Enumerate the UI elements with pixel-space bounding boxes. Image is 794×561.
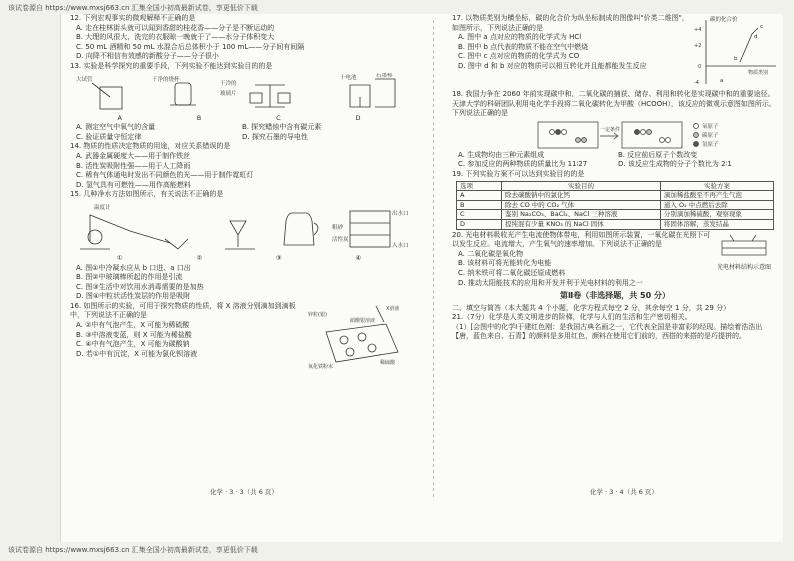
q18-legend-carbon: 碳原子 <box>702 132 719 139</box>
q17-text <box>452 14 692 90</box>
q13-stem: 13. 实验是科学探究的重要手段，下列实验不能达到实验目的的是 <box>70 61 273 70</box>
q15-fig-1: ① <box>116 253 123 262</box>
table-cell: 通入 O₂ 中点燃后去除 <box>660 200 773 210</box>
q16-option-b: B. ③中溶液变蓝，则 X 可能为稀盐酸 <box>76 330 192 339</box>
left-footer: 化学 · 3 · 3（共 6 页） <box>210 488 278 496</box>
q16-text <box>70 302 306 372</box>
q15-fig-2: ② <box>196 253 203 262</box>
watermark-top: 该试卷源自 https://www.mxsj663.cn 汇集全国小初高最新试卷，享更低价下载 <box>8 4 258 12</box>
q16-label-silver-nitrate: 硝酸银溶液 <box>350 317 376 324</box>
q13-label-cold: 干冷的 <box>220 80 237 87</box>
table-cell: 滴加稀盐酸至不再产生气泡 <box>660 191 773 201</box>
q16-block <box>70 302 408 372</box>
q17-option-d: D. 图中 d 和 b 对应的物质可以相互转化并且能都能发生反应 <box>458 61 647 70</box>
q20-option-c: C. 纳米铁可将二氧化碳还原成燃料 <box>458 268 566 277</box>
q12-option-d: D. 向降不相信有效感的新酸分子——分子很小 <box>76 52 219 61</box>
q13-option-a: A. 测定空气中氧气的含量 <box>76 123 156 132</box>
right-page <box>452 14 778 342</box>
q13-figure-labels <box>70 114 408 124</box>
q17-stem: 17. 以物质类别为横坐标，碳的化合价为纵坐标制成的图像叫"价类二维图"，如图所示，下列说法正确的是 <box>452 14 689 32</box>
q13-fig-a: A <box>117 113 122 122</box>
q13-figure <box>70 73 408 113</box>
q15-label-thermometer: 温度计 <box>94 204 111 211</box>
table-cell: 将固体溶解，蒸发结晶 <box>660 219 773 229</box>
q12-option-b: B. 大理的风很大，洗完的衣服晾一晚就干了——水分子体积变大 <box>76 33 275 42</box>
q12-option-a: A. 走在桂林街头就可以闻到香甜的桂花香——分子是不断运动的 <box>76 23 275 32</box>
q13-options-row2 <box>70 133 408 143</box>
table-cell: A <box>457 191 502 201</box>
q13-label-battery: 十电池 <box>340 74 357 81</box>
table-header-method: 实验方案 <box>660 181 773 191</box>
q16-option-d: D. 若①中有沉淀，X 可能为氯化钡溶液 <box>76 349 198 358</box>
table-cell: 分别滴加稀硫酸，观察现象 <box>660 210 773 220</box>
q17-tick-minus4: -4 <box>694 80 699 86</box>
q15-apparatus-drawing <box>70 201 408 253</box>
q18-option-b: B. 反应前后原子个数改变 <box>618 150 698 159</box>
q17-tick-plus4: +4 <box>694 27 702 33</box>
q21-stem: 21.（7分）化学是人类文明进步的阶梯，化学与人们的生活和生产密切相关。 <box>452 313 692 322</box>
q18-option-a: A. 生成物均由三种元素组成 <box>458 150 545 159</box>
q17-block <box>452 14 778 90</box>
table-cell: C <box>457 210 502 220</box>
right-footer: 化学 · 3 · 4（共 6 页） <box>590 488 658 496</box>
q18-option-d: D. 该反应生成物的分子个数比为 2∶1 <box>618 160 732 169</box>
q16-label-iron-oxide: 氧化铁粉末 <box>308 363 334 370</box>
q13-fig-b: B <box>196 113 202 122</box>
q18-stem: 18. 我国力争在 2060 年前实现碳中和，二氧化碳的捕获、储存、利用和转化是实现碳中和的重要途径。天津大学的科研团队利用电化学手段将二氧化碳转化为甲酸（HCOOH），该反应的微观示意图如图所示。下列说法正确的是 <box>452 90 776 118</box>
part-2-heading: 二、填空与简答（本大题共 4 个小题，化学方程式每空 2 分，其余每空 1 分，共 29 分） <box>452 303 731 312</box>
q14-option-c: C. 稀有气体通电时发出不同颜色的光——用于制作霓虹灯 <box>76 171 254 180</box>
q16-label-zinc: 锌粒(银) <box>308 311 327 318</box>
q20-photo-material-drawing <box>716 231 772 261</box>
table-header-row <box>457 181 774 191</box>
q15-figure-labels <box>70 254 408 264</box>
q13-label-beaker: 干净的烧杯 <box>152 76 180 83</box>
q18-option-c: C. 参加反应的两种物质的质量比为 11∶27 <box>458 160 588 169</box>
q16-option-a: A. ②中有气泡产生，X 可能为稀硫酸 <box>76 321 190 330</box>
q20-stem: 20. 光电材料吸收光产生电流使物体带电，利用如图所示装置，一氧化碳在光照下可以发生反应。电流增大，产生氧气的速率增加。下列说法不正确的是 <box>452 230 711 249</box>
q17-option-a: A. 图中 a 点对应的物质的化学式为 HCl <box>458 33 582 42</box>
q13-options-row1 <box>70 123 408 133</box>
table-row <box>457 191 774 201</box>
q13-option-d: D. 探究石墨的导电性 <box>242 132 308 141</box>
q15-label-inlet: 入水口 <box>392 242 408 249</box>
q15-figure <box>70 201 408 253</box>
q15-option-d: D. 图④中粒状活性炭层的作用是吸附 <box>76 292 191 301</box>
left-page <box>70 14 408 372</box>
q16-label-sulfuric: 稀硫酸 <box>380 359 396 366</box>
q18-arrow-label: 一定条件 <box>600 126 621 133</box>
q13-label-glass: 玻璃片 <box>220 90 237 97</box>
q13-option-b: B. 探究蜡烛中含有碳元素 <box>242 123 322 132</box>
table-cell: 提纯混有少量 KNO₃ 的 NaCl 固体 <box>502 219 661 229</box>
q16-stem: 16. 如图所示的实验，可用于探究物质的性质，将 X 溶液分别滴加到滴板中，下列说法不正确的是 <box>70 301 296 320</box>
q16-option-c: C. ④中有气泡产生，X 可能为碳酸钠 <box>76 340 190 349</box>
q15-option-a: A. 图①中冷凝水应从 b 口进、a 口出 <box>76 263 191 272</box>
table-cell: 除去碳酸钠中的氯化钙 <box>502 191 661 201</box>
table-cell: B <box>457 200 502 210</box>
q14-option-a: A. 武器金属硬度大——用于制作铁丝 <box>76 151 191 160</box>
table-header-option: 选项 <box>457 181 502 191</box>
q16-spot-plate-drawing <box>306 302 406 372</box>
q20-figure-caption: 光电材料结构示意图 <box>716 264 771 272</box>
q15-label-sand: 粗砂 <box>332 224 344 231</box>
q15-option-b: B. 图②中玻璃棒所起的作用是引流 <box>76 273 183 282</box>
q13-fig-c: C <box>276 113 281 122</box>
q16-label-x: X溶液 <box>386 305 400 312</box>
q17-option-c: C. 图中 c 点对应的物质的化学式为 CO <box>458 52 580 61</box>
q13-apparatus-drawing <box>70 73 408 113</box>
q17-point-d: d <box>754 34 758 40</box>
q17-valence-chart <box>692 14 778 90</box>
q19-stem: 19. 下列实验方案不可以达到实验目的的是 <box>452 169 585 178</box>
q13-option-c: C. 验证质量守恒定律 <box>76 132 142 141</box>
section-2-title: 第Ⅱ卷（非选择题，共 50 分） <box>560 291 670 301</box>
table-row <box>457 200 774 210</box>
q21-sub1: （1）[会图中的化学Ⅰ于建红色刚：是我国古典名画之一，它代表全国是非富彩的经现。描绘着浩浩出【唐，蓝色来自、石青】的颜料是多用红色，颜料在使用它们前的，西搭的来搭的是巧提拼的。 <box>452 322 763 341</box>
q17-tick-zero: 0 <box>698 64 702 70</box>
q13-fig-d: D <box>355 113 361 122</box>
table-cell: 除去 CO 中的 CO₂ 气体 <box>502 200 661 210</box>
q15-label-carbon: 活性炭 <box>332 236 349 243</box>
table-row <box>457 219 774 229</box>
q14-option-b: B. 活性炭吸附性强——用于人工降雨 <box>76 161 191 170</box>
q18-legend-hydrogen: 氢原子 <box>702 141 719 148</box>
table-row <box>457 210 774 220</box>
q18-options-row1 <box>452 151 778 161</box>
q18-legend-oxygen: 氧原子 <box>702 123 719 130</box>
q13-label-big-tube: 大试管 <box>76 76 93 83</box>
q19-table <box>456 181 774 230</box>
q17-chart-xlabel: 物质类别 <box>748 70 769 76</box>
q14-option-d: D. 氢气具有可燃性——用作高能燃料 <box>76 180 191 189</box>
watermark-bottom: 该试卷源自 https://www.mxsj663.cn 汇集全国小初高最新试卷，享更低价下载 <box>8 546 258 554</box>
q17-tick-plus2: +2 <box>694 43 702 49</box>
q15-option-c: C. 图③生活中对饮用水消毒需要的是加热 <box>76 282 204 291</box>
q18-options-row2 <box>452 160 778 170</box>
table-cell: D <box>457 219 502 229</box>
q14-stem: 14. 物质的性质决定物质的用途，对应关系错误的是 <box>70 142 231 151</box>
table-header-purpose: 实验目的 <box>502 181 661 191</box>
q15-fig-3: ③ <box>275 253 282 262</box>
q20-option-a: A. 二氧化碳是氧化物 <box>458 249 524 258</box>
q15-stem: 15. 几种净水方法如图所示，有关说法不正确的是 <box>70 190 224 199</box>
q17-option-b: B. 图中 b 点代表的物质不能在空气中燃烧 <box>458 42 589 51</box>
table-cell: 鉴别 Na₂CO₃、BaCl₂、NaCl 三种溶液 <box>502 210 661 220</box>
page-divider <box>433 20 434 500</box>
q12-option-c: C. 50 mL 酒精和 50 mL 水混合后总体积小于 100 mL——分子间有间隔 <box>76 42 305 51</box>
q20-option-b: B. 该材料可将光能转化为电能 <box>458 259 552 268</box>
q18-figure <box>452 120 778 150</box>
q17-point-a: a <box>720 78 724 84</box>
q20-text <box>452 231 714 289</box>
q20-block <box>452 231 778 289</box>
q17-point-c: c <box>760 24 764 30</box>
q15-fig-4: ④ <box>355 253 362 262</box>
q15-label-outlet: 出水口 <box>392 210 408 217</box>
q20-option-d: D. 推动太阳能技术的应用和开发并利于光电材料的利用之一 <box>458 278 643 287</box>
q13-label-graphite: 石墨棒 <box>376 72 393 79</box>
q17-chart-title: 碳的化合价 <box>710 17 738 23</box>
q12-stem: 12. 下列宏观事实的微观解释不正确的是 <box>70 14 196 22</box>
q20-figure <box>714 231 774 289</box>
q17-point-b: b <box>734 56 738 62</box>
q18-micro-diagram <box>452 120 778 150</box>
